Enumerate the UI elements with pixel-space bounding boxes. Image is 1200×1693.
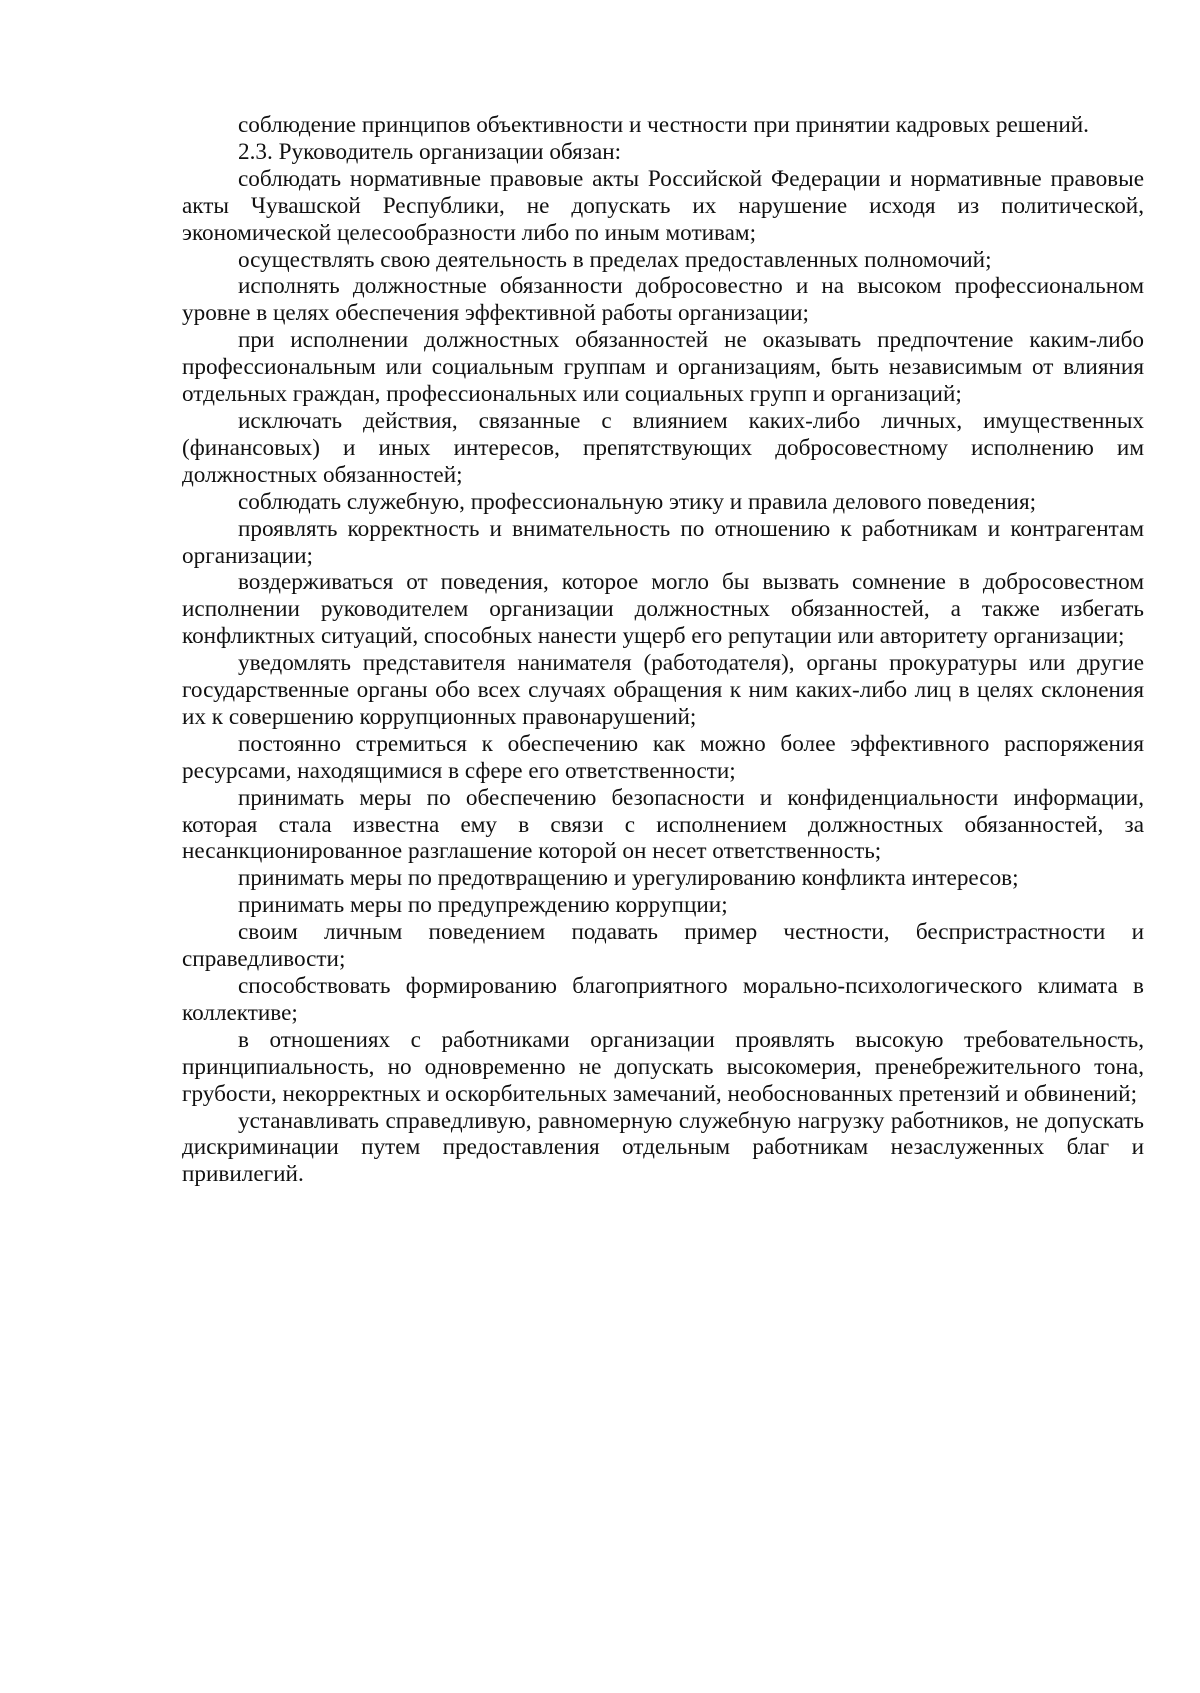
duty-paragraph: исключать действия, связанные с влиянием каких-либо личных, имущественных (финансовых) и иных интересов, препятствующих добросовестному исполнению им должностных обязанностей; [182, 407, 1144, 488]
duty-paragraph: устанавливать справедливую, равномерную служебную нагрузку работников, не допускать дискриминации путем предоставления отдельным работникам незаслуженных благ и привилегий. [182, 1107, 1144, 1188]
duty-paragraph: постоянно стремиться к обеспечению как можно более эффективного распоряжения ресурсами, находящимися в сфере его ответственности; [182, 730, 1144, 784]
duty-paragraph: своим личным поведением подавать пример честности, беспристрастности и справедливости; [182, 919, 1144, 973]
duty-paragraph: при исполнении должностных обязанностей не оказывать предпочтение каким-либо профессиональным или социальным группам и организациям, быть независимым от влияния отдельных граждан, профессиональных или социальных групп и организаций; [182, 327, 1144, 408]
lead-paragraph: соблюдение принципов объективности и честности при принятии кадровых решений. [238, 112, 1089, 138]
duty-paragraph: воздерживаться от поведения, которое могло бы вызвать сомнение в добросовестном исполнении руководителем организации должностных обязанностей, а также избегать конфликтных ситуаций, способных нанести ущерб его репутации или авторитету организации; [182, 569, 1144, 650]
section-heading: 2.3. Руководитель организации обязан: [238, 138, 622, 165]
duty-paragraph: принимать меры по предотвращению и урегулированию конфликта интересов; [238, 865, 1019, 892]
duty-paragraph: принимать меры по предупреждению коррупции; [238, 892, 728, 919]
duty-paragraph: в отношениях с работниками организации проявлять высокую требовательность, принципиальность, но одновременно не допускать высокомерия, пренебрежительного тона, грубости, некорректных и оскорбительных замечаний, необоснованных претензий и обвинений; [182, 1026, 1144, 1107]
duty-paragraph: осуществлять свою деятельность в пределах предоставленных полномочий; [238, 246, 992, 273]
document-page [182, 112, 1144, 1188]
duty-paragraph: соблюдать нормативные правовые акты Российской Федерации и нормативные правовые акты Чувашской Республики, не допускать их нарушение исходя из политической, экономической целесообразности либо по иным мотивам; [182, 165, 1144, 246]
duty-paragraph: соблюдать служебную, профессиональную этику и правила делового поведения; [238, 488, 1037, 515]
duty-paragraph: способствовать формированию благоприятного морально-психологического климата в коллективе; [182, 973, 1144, 1026]
duty-paragraph: проявлять корректность и внимательность по отношению к работникам и контрагентам организации; [182, 515, 1144, 569]
duty-paragraph: уведомлять представителя нанимателя (работодателя), органы прокуратуры или другие государственные органы обо всех случаях обращения к ним каких-либо лиц в целях склонения их к совершению коррупционных правонарушений; [182, 650, 1144, 730]
duty-paragraph: принимать меры по обеспечению безопасности и конфиденциальности информации, которая стала известна ему в связи с исполнением должностных обязанностей, за несанкционированное разглашение которой он несет ответственность; [182, 784, 1144, 865]
duty-paragraph: исполнять должностные обязанности добросовестно и на высоком профессиональном уровне в целях обеспечения эффективной работы организации; [182, 273, 1144, 327]
